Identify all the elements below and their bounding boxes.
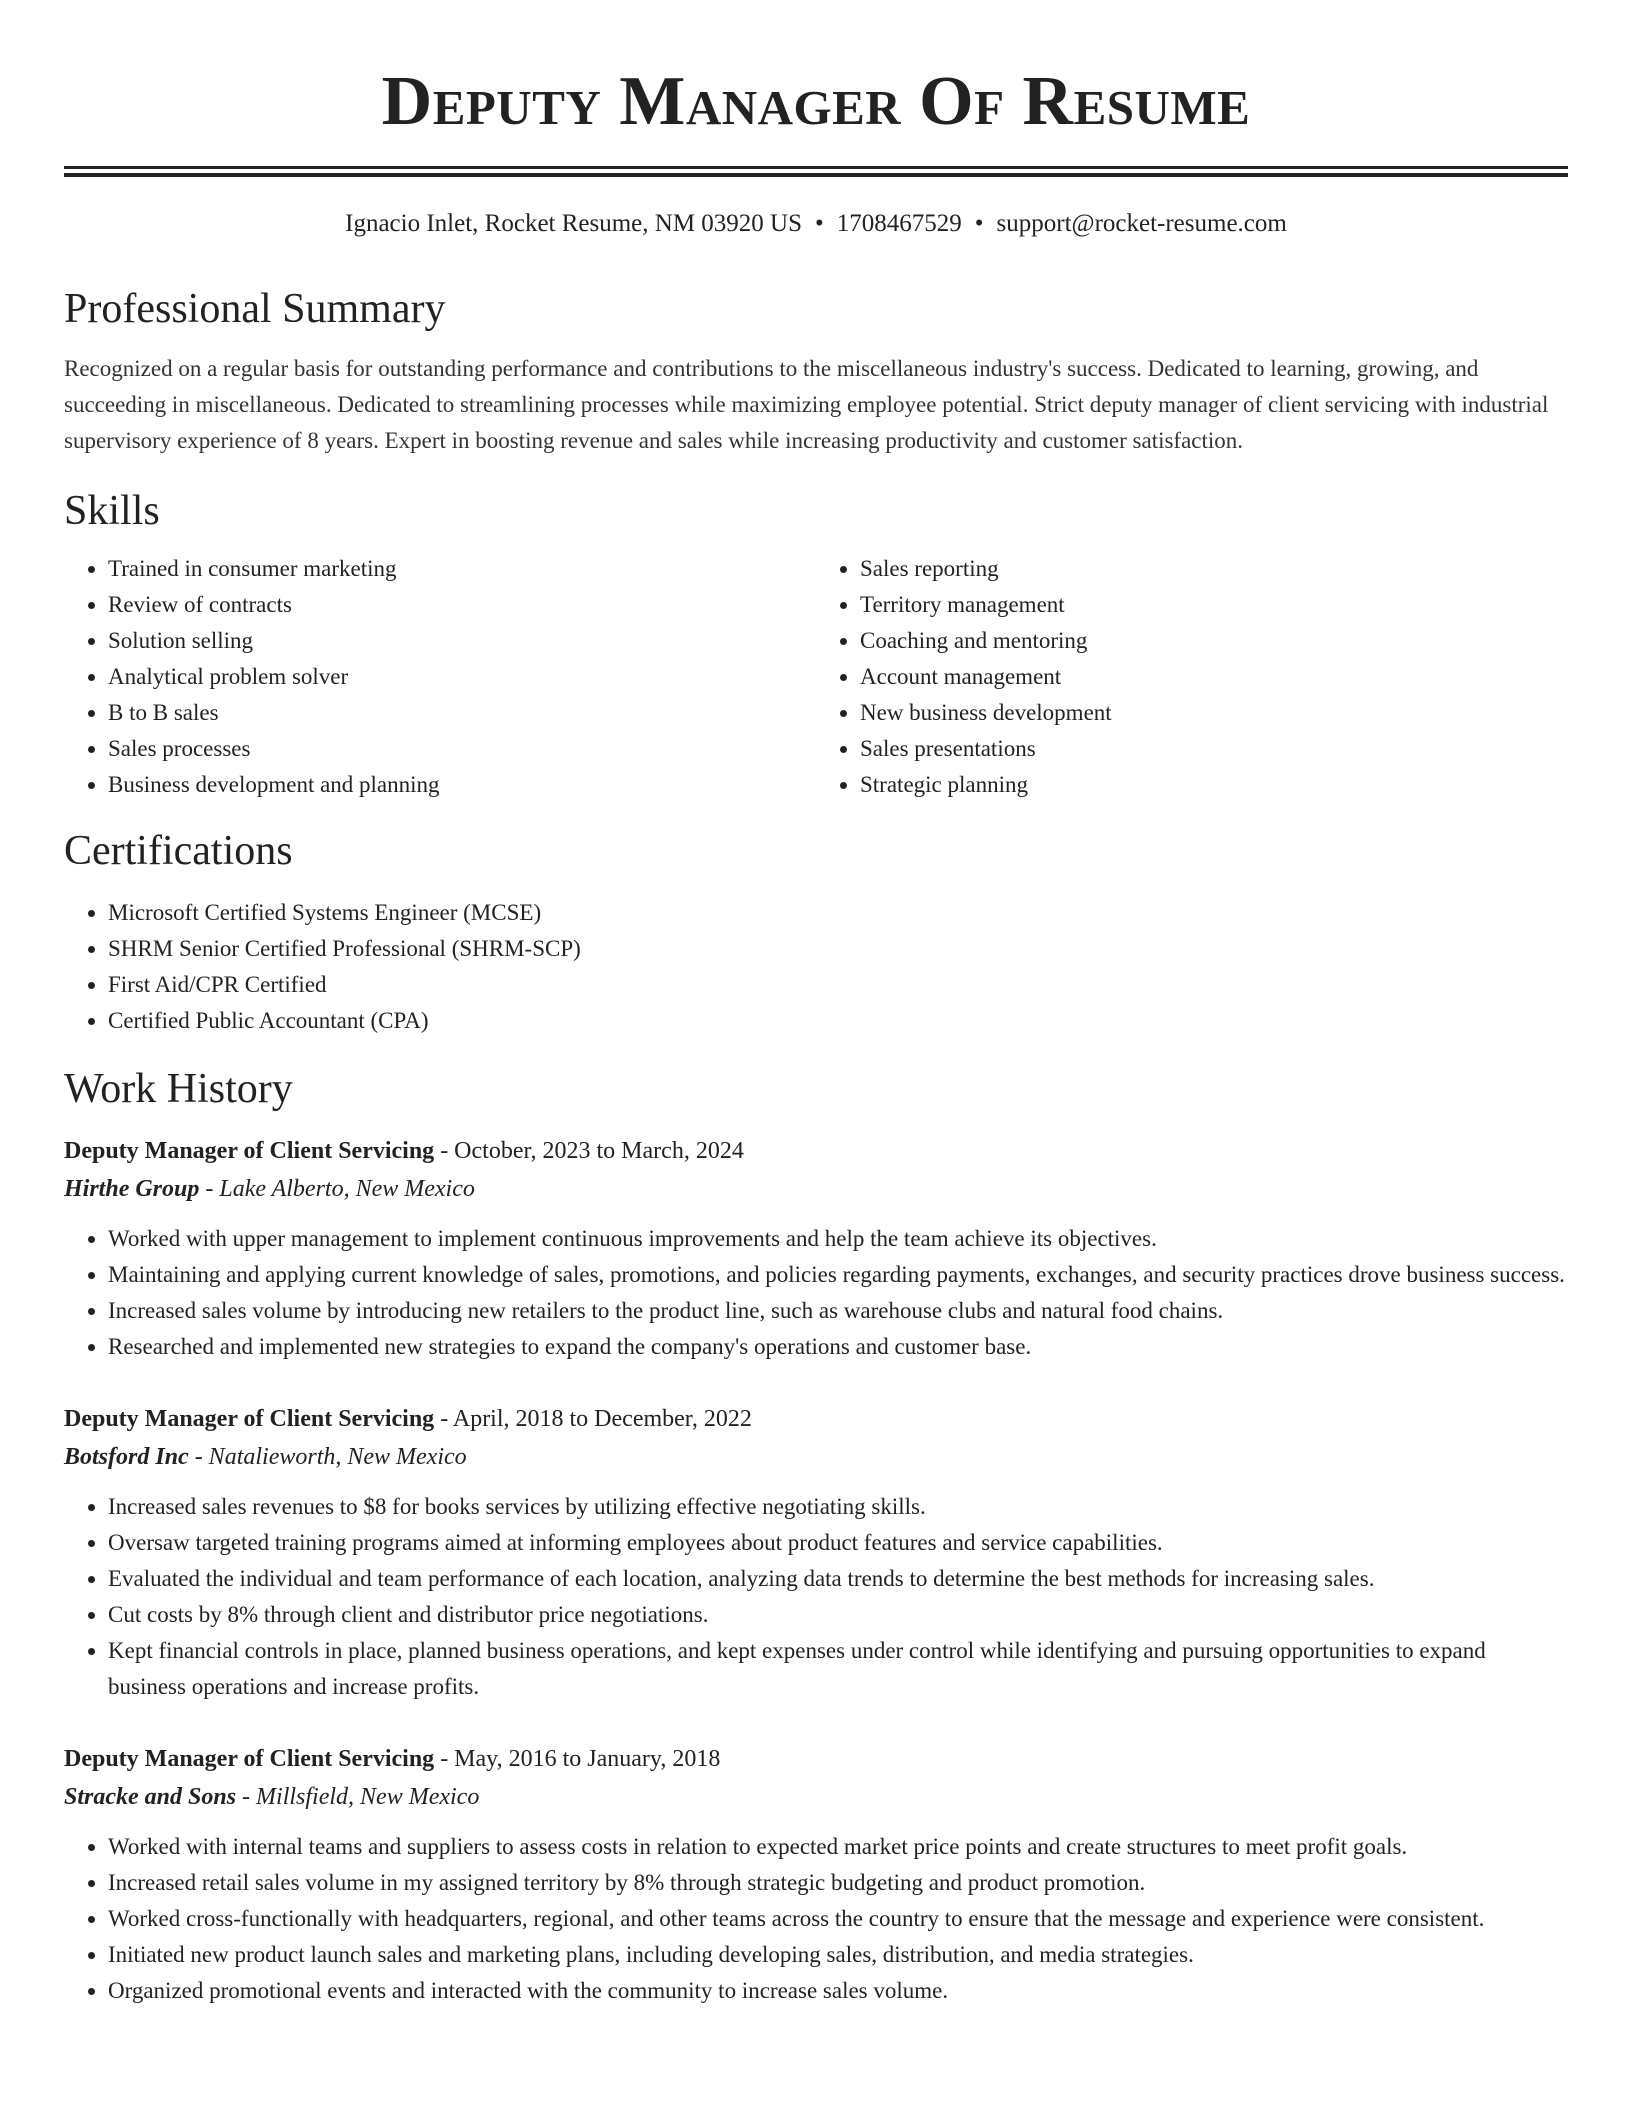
skill-item: • Analytical problem solver	[108, 659, 816, 695]
skills-left-list	[64, 551, 816, 803]
job-duty: • Increased retail sales volume in my assigned territory by 8% through strategic budgeting and product promotion.	[108, 1865, 1568, 1901]
contact-email[interactable]: support@rocket-resume.com	[996, 210, 1287, 237]
skill-item: • Solution selling	[108, 623, 816, 659]
job-duties-list	[64, 1489, 1568, 1705]
skills-right-list	[816, 551, 1568, 803]
job-duties-list	[64, 1829, 1568, 2009]
company-name: Stracke and Sons	[64, 1784, 237, 1810]
skill-item: • Coaching and mentoring	[860, 623, 1568, 659]
certification-item: • Microsoft Certified Systems Engineer (MCSE)	[108, 895, 1568, 931]
job-duty: • Organized promotional events and interacted with the community to increase sales volume.	[108, 1973, 1568, 2009]
summary-text: Recognized on a regular basis for outstanding performance and contributions to the miscellaneous industry's success. Dedicated to learning, growing, and succeeding in miscellaneous. Dedicated to streamlining processes while maximizing employee potential. Strict deputy manager of client servicing with industrial supervisory experience of 8 years. Expert in boosting revenue and sales while increasing productivity and customer satisfaction.	[64, 356, 1549, 453]
job-duties-list	[64, 1221, 1568, 1365]
title-rule-bottom	[64, 173, 1568, 177]
company-line	[64, 1777, 1568, 1817]
company-line	[64, 1437, 1568, 1477]
summary-heading: Professional Summary	[64, 286, 446, 332]
skill-item: • Account management	[860, 659, 1568, 695]
job-duty: • Worked cross-functionally with headquarters, regional, and other teams across the country to ensure that the message and experience were consistent.	[108, 1901, 1568, 1937]
job-duty: • Increased sales revenues to $8 for books services by utilizing effective negotiating skills.	[108, 1489, 1568, 1525]
skill-item: • Sales presentations	[860, 731, 1568, 767]
job-entry	[64, 1401, 1568, 1705]
certification-item: • First Aid/CPR Certified	[108, 967, 1568, 1003]
job-entry	[64, 1741, 1568, 2009]
certification-item: • SHRM Senior Certified Professional (SHRM-SCP)	[108, 931, 1568, 967]
company-location: - Lake Alberto, New Mexico	[199, 1176, 475, 1202]
job-title-line	[64, 1133, 1568, 1169]
certifications-heading: Certifications	[64, 828, 293, 874]
contact-phone: 1708467529	[836, 210, 962, 237]
contact-line	[64, 207, 1568, 241]
skill-item: • Sales reporting	[860, 551, 1568, 587]
company-name: Botsford Inc	[64, 1444, 189, 1470]
job-title: Deputy Manager of Client Servicing	[64, 1406, 435, 1432]
job-dates: - October, 2023 to March, 2024	[434, 1138, 744, 1164]
skill-item: • Trained in consumer marketing	[108, 551, 816, 587]
skill-item: • New business development	[860, 695, 1568, 731]
job-duty: • Oversaw targeted training programs aimed at informing employees about product features and service capabilities.	[108, 1525, 1568, 1561]
skill-item: • Review of contracts	[108, 587, 816, 623]
skill-item: • B to B sales	[108, 695, 816, 731]
job-duty: • Maintaining and applying current knowledge of sales, promotions, and policies regarding payments, exchanges, and security practices drove business success.	[108, 1257, 1568, 1293]
contact-address: Ignacio Inlet, Rocket Resume, NM 03920 US	[345, 210, 803, 237]
job-duty: • Initiated new product launch sales and marketing plans, including developing sales, distribution, and media strategies.	[108, 1937, 1568, 1973]
resume-page	[64, 0, 1568, 2009]
company-line	[64, 1169, 1568, 1209]
skill-item: • Strategic planning	[860, 767, 1568, 803]
job-duty: • Increased sales volume by introducing new retailers to the product line, such as warehouse clubs and natural food chains.	[108, 1293, 1568, 1329]
job-title-line	[64, 1741, 1568, 1777]
job-duty: • Worked with upper management to implement continuous improvements and help the team achieve its objectives.	[108, 1221, 1568, 1257]
skills-heading: Skills	[64, 488, 160, 534]
company-location: - Natalieworth, New Mexico	[188, 1444, 467, 1470]
skill-item: • Sales processes	[108, 731, 816, 767]
job-title-line	[64, 1401, 1568, 1437]
resume-title: Deputy Manager Of Resume	[381, 63, 1251, 140]
job-duty: • Cut costs by 8% through client and distributor price negotiations.	[108, 1597, 1568, 1633]
title-rule-top	[64, 166, 1568, 169]
job-duty: • Worked with internal teams and suppliers to assess costs in relation to expected market price points and create structures to meet profit goals.	[108, 1829, 1568, 1865]
job-entry	[64, 1133, 1568, 1365]
job-title: Deputy Manager of Client Servicing	[64, 1138, 435, 1164]
skill-item: • Territory management	[860, 587, 1568, 623]
job-duty: • Researched and implemented new strategies to expand the company's operations and customer base.	[108, 1329, 1568, 1365]
job-dates: - May, 2016 to January, 2018	[434, 1746, 721, 1772]
certification-item: • Certified Public Accountant (CPA)	[108, 1003, 1568, 1039]
job-duty: • Evaluated the individual and team performance of each location, analyzing data trends to determine the best methods for increasing sales.	[108, 1561, 1568, 1597]
company-location: - Millsfield, New Mexico	[236, 1784, 480, 1810]
job-duty: • Kept financial controls in place, planned business operations, and kept expenses under control while identifying and pursuing opportunities to expand business operations and increase profits.	[108, 1633, 1568, 1705]
contact-separator: •	[974, 210, 984, 237]
job-title: Deputy Manager of Client Servicing	[64, 1746, 435, 1772]
certifications-list	[64, 895, 1568, 1039]
contact-separator: •	[815, 210, 824, 237]
company-name: Hirthe Group	[64, 1176, 200, 1202]
skills-columns	[64, 551, 1568, 803]
work-history-heading: Work History	[64, 1066, 293, 1112]
job-dates: - April, 2018 to December, 2022	[434, 1406, 752, 1432]
skill-item: • Business development and planning	[108, 767, 816, 803]
